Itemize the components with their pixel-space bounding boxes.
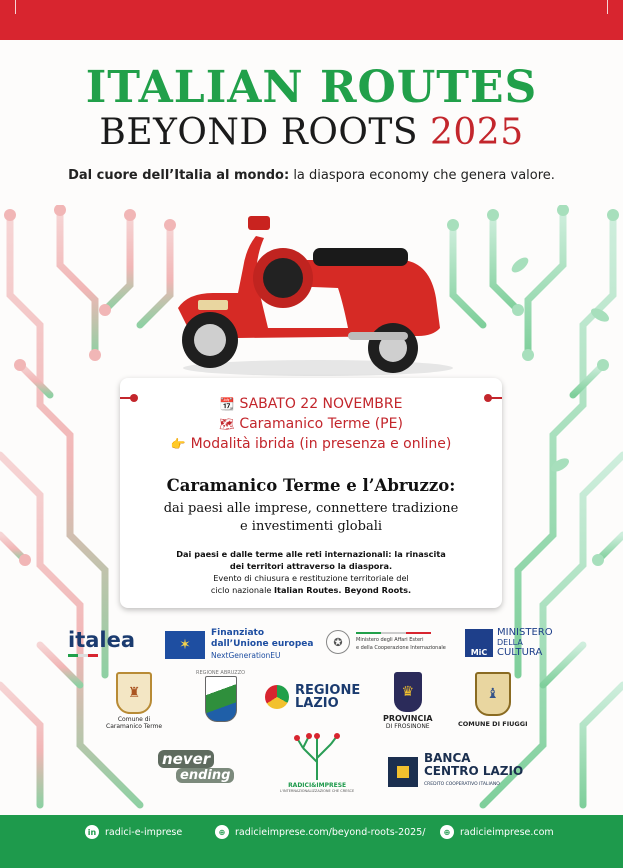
globe-icon: ⊕ (215, 825, 229, 839)
event-date-text: SABATO 22 NOVEMBRE (239, 396, 403, 412)
event-description (120, 548, 502, 596)
desc-line-3: Evento di chiusura e restituzione territoriale del (213, 573, 409, 583)
mic-tag: MiC (470, 648, 488, 657)
caramanico-line-2: Caramanico Terme (106, 723, 163, 730)
maeci-flag-line (356, 632, 446, 634)
event-subheading-line-2: e investimenti globali (239, 519, 383, 534)
footer-linkedin[interactable] (85, 825, 182, 839)
event-mode-text: Modalità ibrida (in presenza e online) (190, 436, 452, 452)
eu-nextgen-logo (165, 628, 314, 661)
banca-text (424, 752, 523, 791)
eu-flag-icon: ✶ (165, 631, 205, 659)
footer-url-home[interactable] (440, 825, 554, 839)
desc-line-2: dei territori attraverso la diaspora. (229, 561, 393, 571)
map-icon: 🗺 (219, 417, 235, 431)
radici-tagline: L'INTERNAZIONALIZZAZIONE CHE CRESCE (280, 789, 355, 793)
maeci-text (356, 632, 446, 652)
lazio-text (295, 684, 360, 710)
italy-emblem-icon: ✪ (326, 630, 350, 654)
ministero-cultura-logo (465, 628, 553, 658)
never-ending-logo (158, 750, 234, 783)
radici-name: RADICI&IMPRESE (288, 782, 347, 789)
globe-icon-2: ⊕ (440, 825, 454, 839)
abruzzo-shield-icon (205, 676, 237, 722)
banca-centro-lazio-logo (388, 752, 523, 791)
top-red-band (0, 0, 623, 40)
radici-imprese-logo (280, 732, 354, 793)
frosinone-line-2: DI FROSINONE (385, 723, 430, 730)
event-date (120, 396, 502, 412)
title-line-1: ITALIAN ROUTES (85, 62, 538, 113)
calendar-icon: 📆 (219, 397, 235, 411)
banca-mark-icon (388, 757, 418, 787)
event-heading: Caramanico Terme e l’Abruzzo: (166, 476, 456, 495)
desc-line-4-bold: Italian Routes. Beyond Roots. (273, 585, 412, 595)
banca-line-2: CENTRO LAZIO (424, 764, 524, 778)
eu-line-2: dall’Unione europea (211, 639, 314, 649)
radici-tree-icon (289, 732, 345, 782)
tagline-rest: la diaspora economy che genera valore. (289, 168, 555, 183)
never-line-1: never (158, 750, 214, 768)
footer-url-beyond-roots[interactable] (215, 825, 425, 839)
comune-fiuggi-logo (458, 672, 528, 728)
tagline-bold: Dal cuore dell’Italia al mondo: (68, 168, 290, 183)
lazio-line-2: LAZIO (295, 696, 339, 711)
title-line-2 (0, 112, 623, 153)
desc-line-4-plain: ciclo nazionale (210, 585, 274, 595)
desc-line-1: Dai paesi e dalle terme alle reti internazionali: la rinascita (176, 549, 446, 559)
linkedin-icon: in (85, 825, 99, 839)
footer-linkedin-text[interactable]: radici-e-imprese (105, 826, 183, 838)
regione-abruzzo-logo (196, 670, 245, 722)
event-location-text: Caramanico Terme (PE) (239, 416, 403, 432)
fiuggi-crest-icon: ♝ (475, 672, 511, 716)
lazio-line-1: REGIONE (295, 683, 361, 698)
banca-line-1: BANCA (424, 751, 471, 765)
desc-line-4 (120, 584, 502, 596)
cultura-text (497, 628, 553, 658)
fiuggi-label: COMUNE DI FIUGGI (458, 720, 528, 728)
lazio-emblem-icon (265, 685, 289, 709)
cultura-line-3: CULTURA (497, 647, 543, 658)
cultura-line-2: DELLA (497, 638, 523, 647)
eu-text (211, 628, 314, 661)
title-beyond-roots: BEYOND ROOTS (99, 112, 419, 153)
abruzzo-label: REGIONE ABRUZZO (196, 670, 246, 676)
italea-flag-bar (68, 654, 98, 657)
frosinone-crest-icon: ♛ (394, 672, 422, 712)
footer-bar (0, 815, 623, 868)
frosinone-line-1: PROVINCIA (383, 714, 433, 723)
red-vespa-scooter-image (168, 208, 453, 380)
regione-lazio-logo (265, 684, 360, 710)
comune-caramanico-logo (106, 672, 162, 730)
italea-wordmark: italea (68, 628, 136, 652)
event-subheading-line-1: dai paesi alle imprese, connettere tradizione (163, 501, 459, 516)
eu-line-1: Finanziato (211, 628, 265, 638)
title-year: 2025 (429, 112, 524, 153)
event-location (120, 416, 502, 432)
mic-icon (465, 629, 493, 657)
crop-mark-left (15, 0, 16, 14)
partner-logos (0, 620, 623, 815)
crop-mark-right (607, 0, 608, 14)
tagline (0, 168, 623, 183)
footer-url-2-text[interactable]: radicieimprese.com (460, 826, 554, 838)
never-line-2: ending (176, 768, 234, 783)
banca-line-3: CREDITO COOPERATIVO ITALIANO (424, 782, 500, 787)
provincia-frosinone-logo (383, 672, 433, 730)
italea-logo (68, 628, 135, 657)
cultura-line-1: MINISTERO (497, 627, 553, 638)
pointing-hand-icon: 👉 (170, 437, 186, 451)
event-mode (120, 436, 502, 452)
maeci-logo (326, 630, 446, 654)
event-subheading (120, 500, 502, 536)
eu-line-3: NextGenerationEU (211, 651, 281, 660)
footer-url-1-text[interactable]: radicieimprese.com/beyond-roots-2025/ (235, 826, 426, 838)
caramanico-line-1: Comune di (117, 716, 151, 723)
maeci-line-1: Ministero degli Affari Esteri (356, 637, 424, 643)
maeci-line-2: e della Cooperazione Internazionale (356, 645, 446, 651)
event-info-card (120, 378, 502, 608)
caramanico-crest-icon: ♜ (116, 672, 152, 714)
